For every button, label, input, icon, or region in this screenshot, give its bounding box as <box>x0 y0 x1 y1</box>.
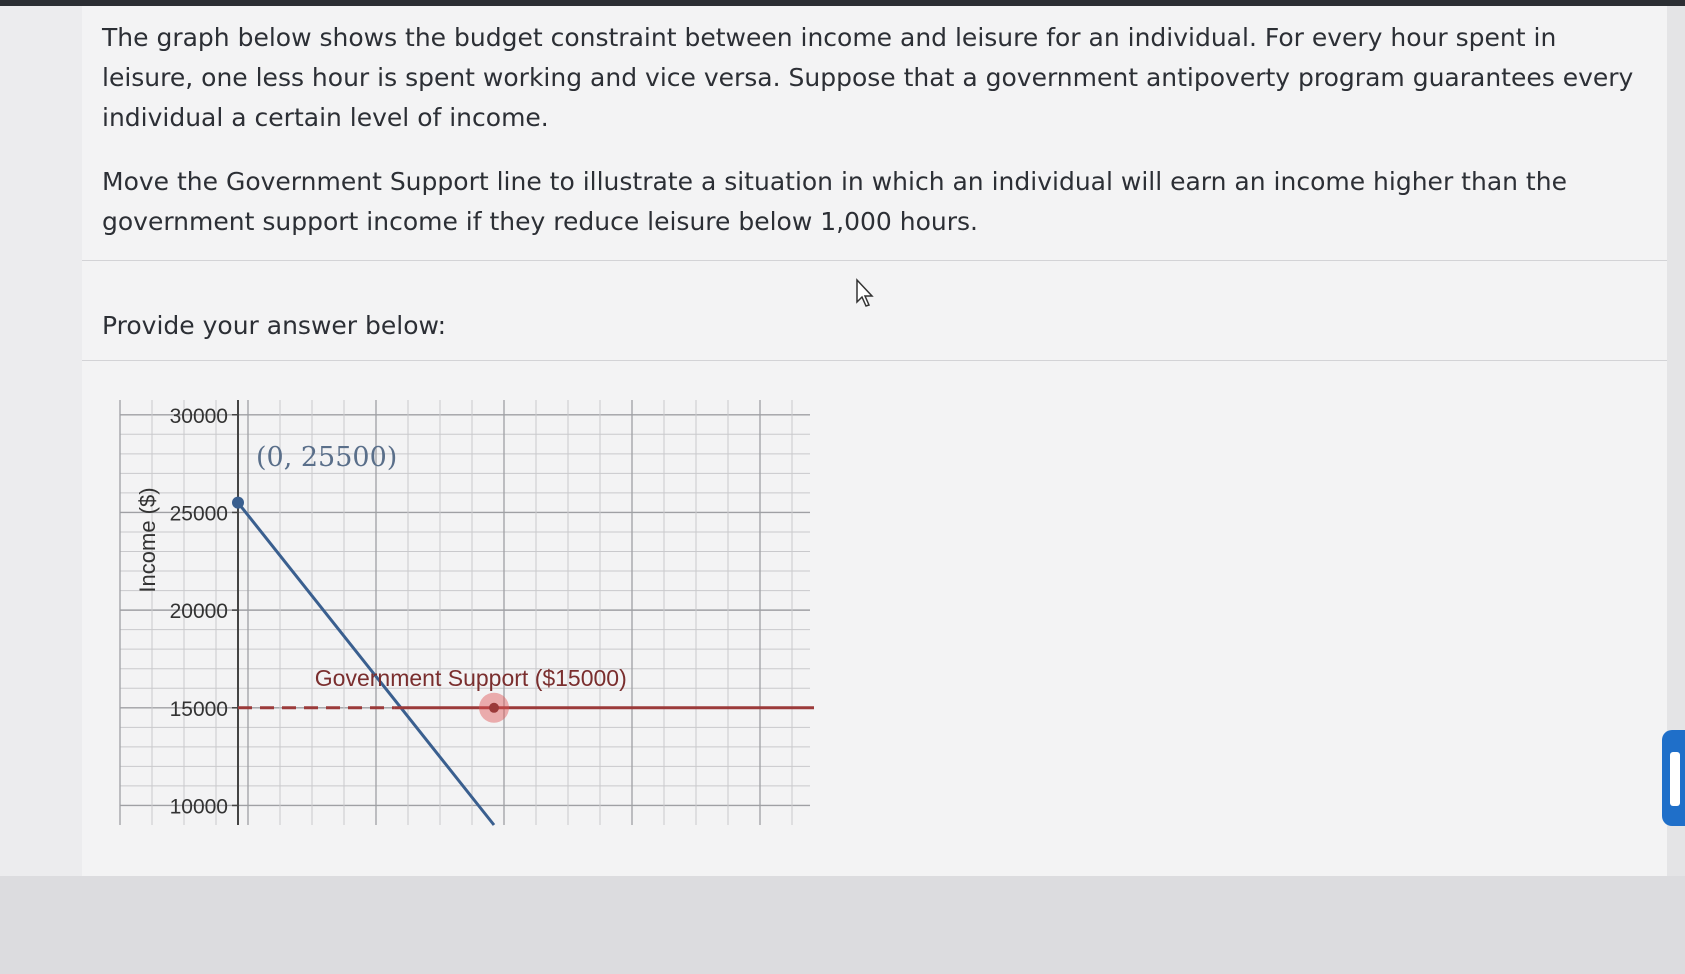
y-tick-label: 15000 <box>169 697 228 721</box>
support-line-drag-handle[interactable] <box>489 703 499 713</box>
mouse-cursor-icon <box>855 278 877 308</box>
page-footer-area <box>0 876 1685 974</box>
y-tick-label: 10000 <box>169 795 228 819</box>
budget-intercept-point[interactable] <box>232 497 244 509</box>
divider <box>82 360 1667 361</box>
answer-prompt: Provide your answer below: <box>102 311 446 340</box>
y-tick-labels <box>170 405 238 819</box>
left-margin <box>0 6 82 876</box>
divider <box>82 260 1667 261</box>
side-tab-icon <box>1670 752 1680 806</box>
income-leisure-graph[interactable] <box>120 405 870 875</box>
y-tick-label: 25000 <box>169 502 228 526</box>
intercept-point-label: (0, 25500) <box>256 441 398 473</box>
y-axis-label: Income ($) <box>135 487 160 593</box>
y-tick-label: 20000 <box>169 600 228 624</box>
graph-widget[interactable] <box>120 405 870 875</box>
y-tick-label: 30000 <box>169 404 228 428</box>
question-paragraph-1: The graph below shows the budget constraint between income and leisure for an individual. For every hour spent in leisure, one less hour is spent working and vice versa. Suppose that a government antipoverty program guarantees every individual a certain level of income. <box>102 23 1634 132</box>
government-support-label: Government Support ($15000) <box>314 664 627 691</box>
question-paragraph-2: Move the Government Support line to illustrate a situation in which an individual will earn an income higher than the government support income if they reduce leisure below 1,000 hours. <box>102 167 1567 236</box>
